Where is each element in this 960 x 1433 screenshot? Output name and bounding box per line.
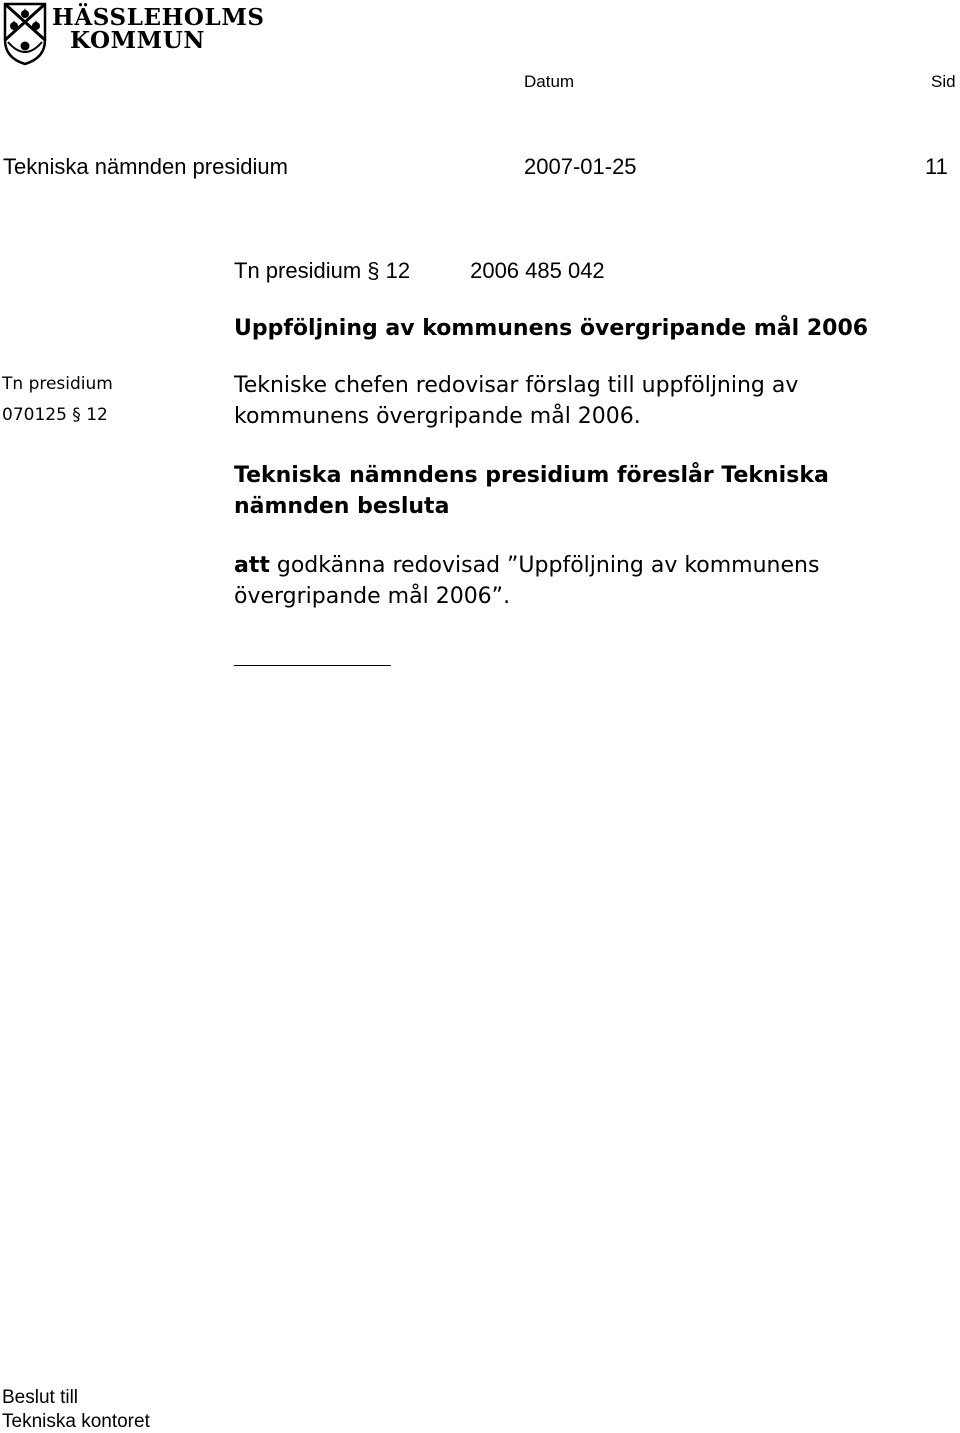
proposal-paragraph: Tekniska nämndens presidium föreslår Tekniska nämnden besluta: [234, 463, 829, 519]
distribution-recipient: Tekniska kontoret: [2, 1411, 150, 1432]
section-reference: Tn presidium § 12: [234, 258, 411, 283]
intro-paragraph: Tekniske chefen redovisar förslag till uppföljning av kommunens övergripande mål 2006.: [234, 373, 799, 429]
margin-note-body: Tn presidium: [2, 374, 113, 394]
diary-number: 2006 485 042: [470, 258, 605, 283]
document-title: Uppföljning av kommunens övergripande mål 2006: [234, 316, 869, 341]
decision-keyword: att: [234, 553, 270, 578]
meeting-date: 2007-01-25: [524, 154, 637, 179]
decision-paragraph: [234, 550, 934, 612]
distribution-label: Beslut till: [2, 1387, 79, 1408]
organization-name: [52, 6, 265, 52]
page-number: 11: [925, 154, 948, 179]
board-name: Tekniska nämnden presidium: [3, 154, 288, 179]
organization-name-line1: HÄSSLEHOLMS: [52, 4, 265, 31]
date-label: Datum: [524, 72, 575, 91]
organization-name-line2: KOMMUN: [70, 27, 206, 54]
reference-line: [234, 258, 605, 284]
margin-note-section: 070125 § 12: [2, 405, 108, 425]
separator-rule: [234, 665, 391, 666]
decision-text: godkänna redovisad ”Uppföljning av kommunens övergripande mål 2006”.: [234, 553, 820, 609]
page-label: Sid: [931, 72, 956, 91]
coat-of-arms-logo: [2, 2, 48, 66]
